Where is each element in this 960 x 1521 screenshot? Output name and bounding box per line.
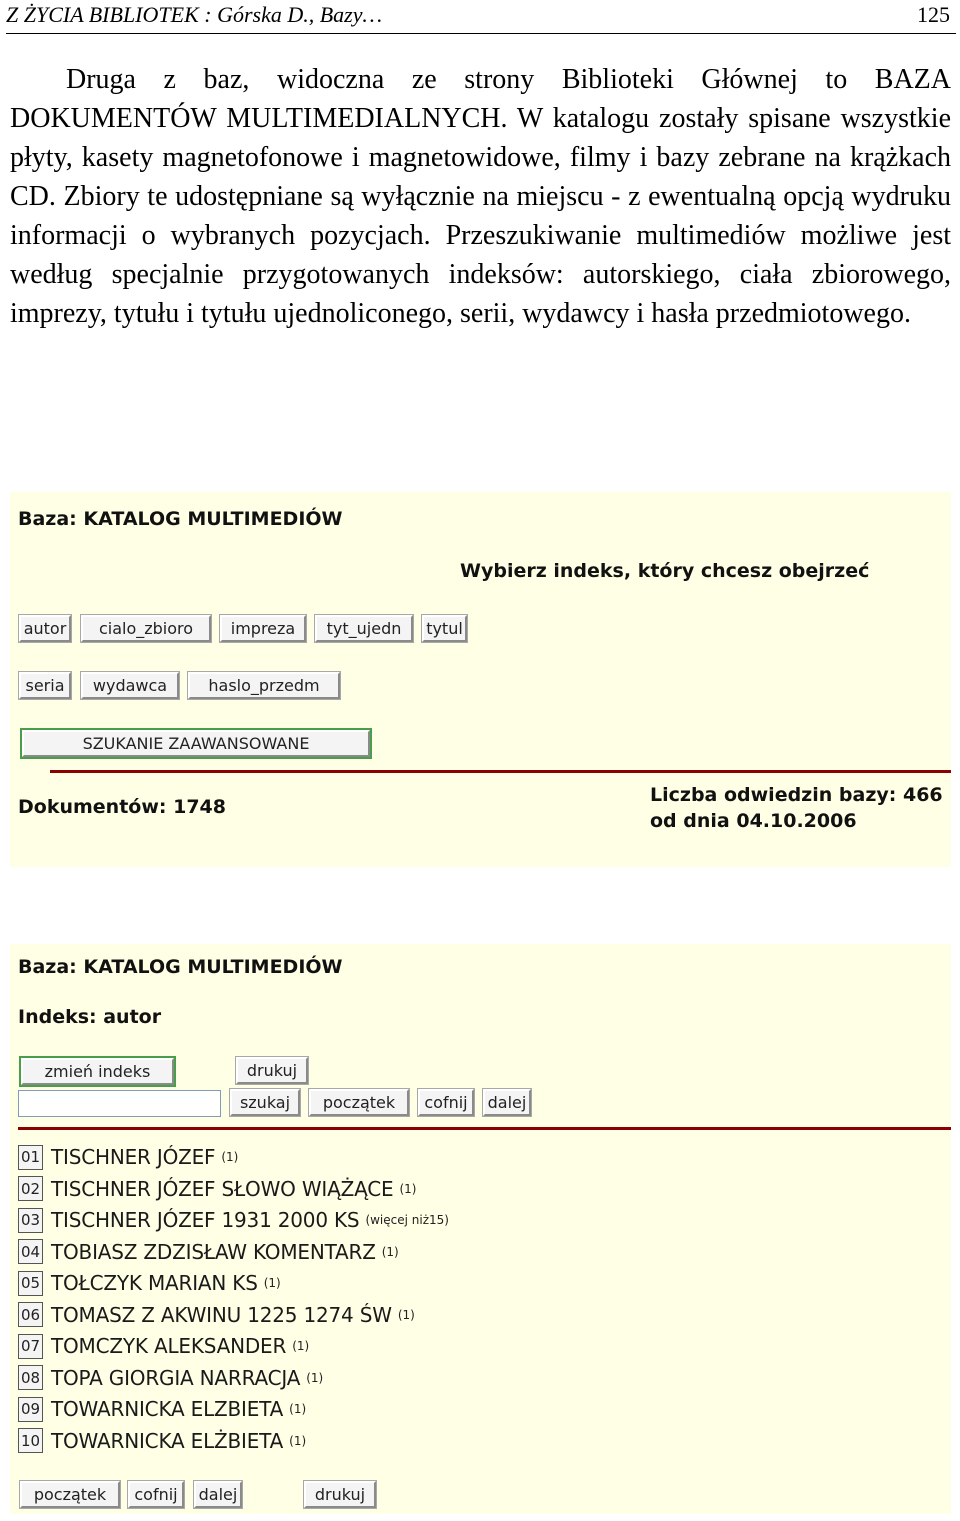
entry-count: (1) xyxy=(263,1276,281,1290)
entry-number-button[interactable]: 02 xyxy=(18,1176,43,1201)
entry-name[interactable]: TOMCZYK ALEKSANDER xyxy=(51,1334,287,1358)
index-button-impreza[interactable]: impreza xyxy=(220,615,306,642)
entry-name[interactable]: TOWARNICKA ELŻBIETA xyxy=(51,1428,284,1453)
index-button-haslo-przedm[interactable]: haslo_przedm xyxy=(188,672,340,699)
search-input[interactable] xyxy=(18,1090,221,1117)
list-item[interactable] xyxy=(18,1333,309,1359)
entry-number-button[interactable]: 03 xyxy=(18,1208,43,1233)
start-button[interactable]: początek xyxy=(309,1089,409,1116)
entry-number-button[interactable]: 04 xyxy=(18,1239,43,1264)
visits-since: od dnia 04.10.2006 xyxy=(650,810,857,832)
index-button-tyt-ujedn[interactable]: tyt_ujedn xyxy=(315,615,413,642)
list-item[interactable] xyxy=(18,1176,416,1202)
article-paragraph: Druga z baz, widoczna ze strony Biblioteki Głównej to BAZA DOKUMENTÓW MULTIMEDIALNYCH. W katalogu zostały spisane wszystkie płyty, kasety magnetofonowe i magnetowidowe, filmy i bazy zebrane na krążkach CD. Zbiory te udostępniane są wyłącznie na miejscu - z ewentualną opcją wydruku informacji o wybranych pozycjach. Przeszukiwanie multimediów możliwe jest według specjalnie przygotowanych indeksów: autorskiego, ciała zbiorowego, imprezy, tytułu i tytułu ujednoliconego, serii, wydawcy i hasła przedmiotowego. xyxy=(10,64,951,329)
index-button-tytul[interactable]: tytul xyxy=(422,615,467,642)
screenshot-index-selection xyxy=(10,492,951,867)
entry-count: (1) xyxy=(289,1433,307,1448)
entry-name[interactable]: TOPA GIORGIA NARRACJA xyxy=(51,1365,301,1390)
entry-name[interactable]: TISCHNER JÓZEF xyxy=(51,1145,216,1169)
back-button[interactable]: cofnij xyxy=(418,1089,474,1116)
index-prompt: Wybierz indeks, który chcesz obejrzeć xyxy=(460,560,870,582)
index-label: Indeks: autor xyxy=(18,1006,162,1028)
documents-count: Dokumentów: 1748 xyxy=(18,796,226,818)
print-button[interactable]: drukuj xyxy=(236,1057,308,1084)
index-button-autor[interactable]: autor xyxy=(19,615,71,642)
entry-name[interactable]: TOŁCZYK MARIAN KS xyxy=(51,1271,258,1295)
list-item[interactable] xyxy=(18,1239,399,1265)
base-title: Baza: KATALOG MULTIMEDIÓW xyxy=(18,956,343,978)
entry-number-button[interactable]: 07 xyxy=(18,1334,43,1359)
list-item[interactable] xyxy=(18,1396,306,1422)
entry-count: (więcej niż15) xyxy=(365,1213,449,1227)
entry-name[interactable]: TISCHNER JÓZEF SŁOWO WIĄŻĄCE xyxy=(51,1176,394,1201)
list-item[interactable] xyxy=(18,1428,306,1454)
list-item[interactable] xyxy=(18,1302,415,1328)
index-button-wydawca[interactable]: wydawca xyxy=(81,672,179,699)
index-button-cialo-zbioro[interactable]: cialo_zbioro xyxy=(81,615,211,642)
list-item[interactable] xyxy=(18,1144,238,1170)
entry-name[interactable]: TOBIASZ ZDZISŁAW KOMENTARZ xyxy=(51,1239,376,1264)
entry-name[interactable]: TOMASZ Z AKWINU 1225 1274 ŚW xyxy=(51,1302,392,1327)
advanced-search-button[interactable]: SZUKANIE ZAAWANSOWANE xyxy=(22,730,370,757)
divider-line xyxy=(18,1127,951,1130)
screenshot-author-index xyxy=(10,944,951,1514)
entry-count: (1) xyxy=(289,1402,307,1416)
base-title: Baza: KATALOG MULTIMEDIÓW xyxy=(18,508,343,530)
entry-name[interactable]: TOWARNICKA ELZBIETA xyxy=(51,1397,284,1421)
visits-count: Liczba odwiedzin bazy: 466 xyxy=(650,784,943,806)
running-title: Z ŻYCIA BIBLIOTEK : Górska D., Bazy… xyxy=(6,2,383,27)
list-item[interactable] xyxy=(18,1365,323,1391)
entry-count: (1) xyxy=(306,1370,324,1385)
page-number: 125 xyxy=(917,2,950,27)
entry-number-button[interactable]: 10 xyxy=(18,1428,43,1453)
list-item[interactable] xyxy=(18,1270,281,1296)
entry-number-button[interactable]: 09 xyxy=(18,1397,43,1422)
entry-count: (1) xyxy=(381,1244,399,1259)
entry-number-button[interactable]: 05 xyxy=(18,1271,43,1296)
entry-count: (1) xyxy=(292,1339,310,1353)
next-button[interactable]: dalej xyxy=(483,1089,531,1116)
entry-count: (1) xyxy=(397,1307,415,1322)
change-index-button[interactable]: zmień indeks xyxy=(21,1058,174,1085)
divider-line xyxy=(50,770,951,773)
entry-name[interactable]: TISCHNER JÓZEF 1931 2000 KS xyxy=(51,1208,360,1232)
search-button[interactable]: szukaj xyxy=(230,1089,300,1116)
bottom-back-button[interactable]: cofnij xyxy=(128,1481,184,1508)
entry-count: (1) xyxy=(399,1181,417,1196)
entry-count: (1) xyxy=(221,1150,239,1164)
bottom-print-button[interactable]: drukuj xyxy=(304,1481,376,1508)
index-button-seria[interactable]: seria xyxy=(19,672,71,699)
entry-number-button[interactable]: 01 xyxy=(18,1145,43,1170)
bottom-start-button[interactable]: początek xyxy=(20,1481,120,1508)
header-rule xyxy=(6,33,956,34)
entry-number-button[interactable]: 06 xyxy=(18,1302,43,1327)
entry-number-button[interactable]: 08 xyxy=(18,1365,43,1390)
list-item[interactable] xyxy=(18,1207,449,1233)
bottom-next-button[interactable]: dalej xyxy=(194,1481,242,1508)
